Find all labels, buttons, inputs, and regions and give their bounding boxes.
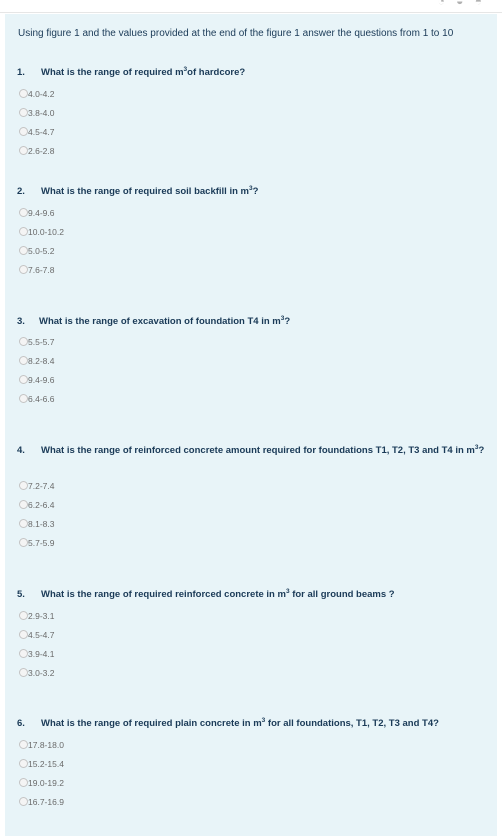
- radio-button[interactable]: [19, 538, 28, 547]
- radio-button[interactable]: [19, 394, 28, 403]
- radio-button[interactable]: [19, 108, 28, 117]
- radio-button[interactable]: [19, 778, 28, 787]
- toolbar-icons: ◔ ◒ ◓: [437, 0, 486, 8]
- question-6-options: [19, 735, 64, 811]
- answer-option[interactable]: 19.0-19.2: [19, 773, 64, 792]
- question-3-options: [19, 332, 54, 408]
- question-5-options: [19, 606, 54, 682]
- answer-option[interactable]: 16.7-16.9: [19, 792, 64, 811]
- question-4-options: [19, 476, 54, 552]
- answer-option[interactable]: 3.0-3.2: [19, 663, 54, 682]
- radio-button[interactable]: [19, 337, 28, 346]
- radio-button[interactable]: [19, 265, 28, 274]
- answer-option[interactable]: 8.1-8.3: [19, 514, 54, 533]
- question-4: 4. What is the range of reinforced concrete amount required for foundations T1, T2, T3 and T4 in $m^3$?: [17, 444, 485, 457]
- radio-button[interactable]: [19, 356, 28, 365]
- answer-option[interactable]: 6.2-6.4: [19, 495, 54, 514]
- question-2-options: [19, 203, 64, 279]
- answer-option[interactable]: 5.0-5.2: [19, 241, 64, 260]
- question-2: 2. What is the range of required soil backfill in $m^3$?: [17, 185, 259, 198]
- radio-button[interactable]: [19, 649, 28, 658]
- question-3: 3. What is the range of excavation of foundation T4 in $m^3$?: [17, 315, 291, 328]
- radio-button[interactable]: [19, 740, 28, 749]
- question-1-options: [19, 84, 54, 160]
- radio-button[interactable]: [19, 227, 28, 236]
- question-1: 1. What is the range of required $m^3of$ hardcore?: [17, 66, 246, 79]
- answer-option[interactable]: 8.2-8.4: [19, 351, 54, 370]
- answer-option[interactable]: 2.6-2.8: [19, 141, 54, 160]
- answer-option[interactable]: 9.4-9.6: [19, 203, 64, 222]
- answer-option[interactable]: 5.7-5.9: [19, 533, 54, 552]
- answer-option[interactable]: 15.2-15.4: [19, 754, 64, 773]
- radio-button[interactable]: [19, 759, 28, 768]
- radio-button[interactable]: [19, 668, 28, 677]
- answer-option[interactable]: 3.9-4.1: [19, 644, 54, 663]
- answer-option[interactable]: 9.4-9.6: [19, 370, 54, 389]
- answer-option[interactable]: 3.8-4.0: [19, 103, 54, 122]
- quiz-panel: [5, 14, 497, 836]
- radio-button[interactable]: [19, 208, 28, 217]
- radio-button[interactable]: [19, 611, 28, 620]
- answer-option[interactable]: 4.0-4.2: [19, 84, 54, 103]
- radio-button[interactable]: [19, 519, 28, 528]
- answer-option[interactable]: 4.5-4.7: [19, 625, 54, 644]
- radio-button[interactable]: [19, 127, 28, 136]
- radio-button[interactable]: [19, 500, 28, 509]
- answer-option[interactable]: 4.5-4.7: [19, 122, 54, 141]
- question-6: 6. What is the range of required plain concrete in $m^3$ for all foundations, T1, T2, T3 and T4?: [17, 717, 439, 730]
- answer-option[interactable]: 7.6-7.8: [19, 260, 64, 279]
- answer-option[interactable]: 6.4-6.6: [19, 389, 54, 408]
- answer-option[interactable]: 5.5-5.7: [19, 332, 54, 351]
- radio-button[interactable]: [19, 797, 28, 806]
- radio-button[interactable]: [19, 630, 28, 639]
- answer-option[interactable]: 2.9-3.1: [19, 606, 54, 625]
- answer-option[interactable]: 17.8-18.0: [19, 735, 64, 754]
- answer-option[interactable]: 7.2-7.4: [19, 476, 54, 495]
- instructions-text: Using figure 1 and the values provided at the end of the figure 1 answer the questions from 1 to 10: [18, 28, 454, 39]
- radio-button[interactable]: [19, 89, 28, 98]
- radio-button[interactable]: [19, 375, 28, 384]
- question-5: 5. What is the range of required reinforced concrete in $m^3$ for all ground beams ?: [17, 588, 395, 601]
- top-bar: [0, 0, 502, 13]
- answer-option[interactable]: 10.0-10.2: [19, 222, 64, 241]
- radio-button[interactable]: [19, 481, 28, 490]
- radio-button[interactable]: [19, 246, 28, 255]
- radio-button[interactable]: [19, 146, 28, 155]
